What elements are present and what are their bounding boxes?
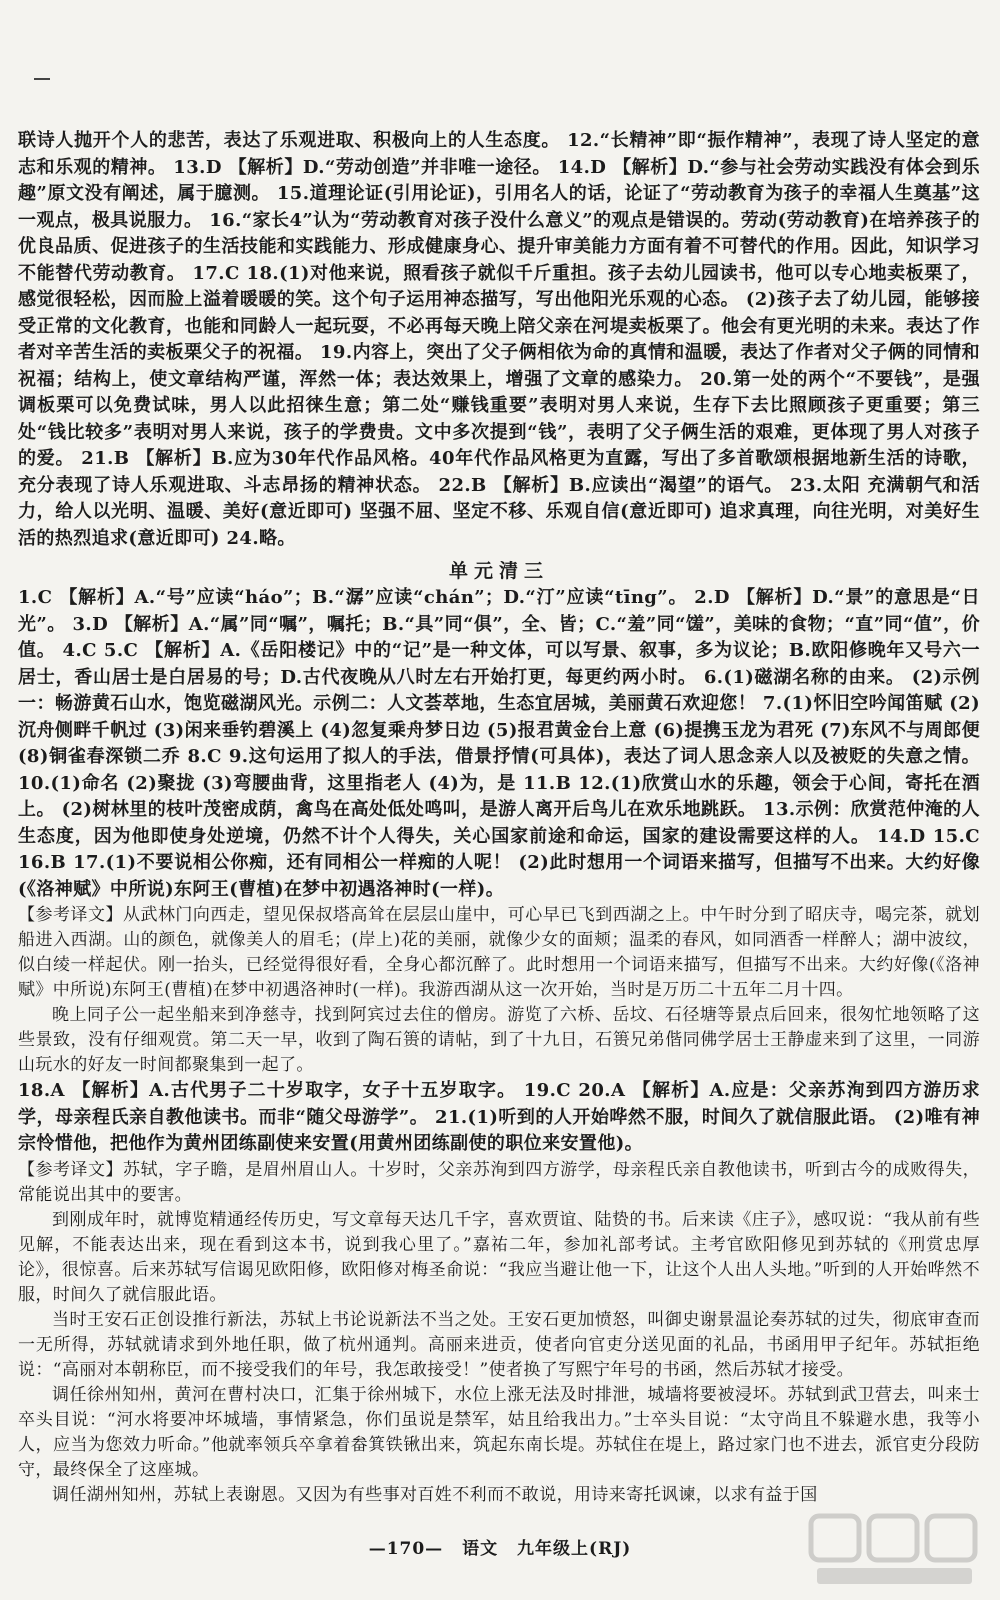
answer-paragraph-previous-unit: 联诗人抛开个人的悲苦，表达了乐观进取、积极向上的人生态度。 12.“长精神”即“振作精神”，表现了诗人坚定的意志和乐观的精神。 13.D 【解析】D.“劳动创造”并非唯一途径。 14.D 【解析】D.“参与社会劳动实践没有体会到乐趣”原文没有阐述，属于臆测。 15.道理论证(引用论证)，引用名人的话，论证了“劳动教育为孩子的幸福人生奠基”这一观点，极具说服力。 16.“家长4”认为“劳动教育对孩子没什么意义”的观点是错误的。劳动(劳动教育)在培养孩子的优良品质、促进孩子的生活技能和实践能力、形成健康身心、提升审美能力方面有着不可替代的作用。因此，知识学习不能替代劳动教育。 17.C 18.(1)对他来说，照看孩子就似千斤重担。孩子去幼儿园读书，他可以专心地卖板栗了，感觉很轻松，因而脸上溢着暖暖的笑。这个句子运用神态描写，写出他阳光乐观的心态。 (2)孩子去了幼儿园，能够接受正常的文化教育，也能和同龄人一起玩耍，不必再每天晚上陪父亲在河堤卖板栗了。他会有更光明的未来。表达了作者对辛苦生活的卖板栗父子的祝福。 19.内容上，突出了父子俩相依为命的真情和温暖，表达了作者对父子俩的同情和祝福；结构上，使文章结构严谨，浑然一体；表达效果上，增强了文章的感染力。 20.第一处的两个“不要钱”，是强调板栗可以免费试味，男人以此招徕生意；第二处“赚钱重要”表明对男人来说，生存下去比照顾孩子更重要；第三处“钱比较多”表明对男人来说，孩子的学费贵。文中多次提到“钱”，表明了父子俩生活的艰难，更体现了男人对孩子的爱。 21.B 【解析】B.应为30年代作品风格。40年代作品风格更为直露，写出了多首歌颂根据地新生活的诗歌，充分表现了诗人乐观进取、斗志昂扬的精神状态。 22.B 【解析】B.应读出“渴望”的语气。 23.太阳 充满朝气和活力，给人以光明、温暖、美好(意近即可) 坚强不屈、坚定不移、乐观自信(意近即可) 追求真理，向往光明，对美好生活的热烈追求(意近即可) 24.略。	[18, 130, 980, 549]
grade-label: 九年级上(RJ)	[517, 1539, 632, 1559]
answer-paragraph-unit-three-part-two: 18.A 【解析】A.古代男子二十岁取字，女子十五岁取字。 19.C 20.A 【解析】A.应是：父亲苏洵到四方游历求学，母亲程氏亲自教他读书。而非“随父母游学”。 21.(1)听到的人开始哗然不服，时间久了就信服此语。 (2)唯有神宗怜惜他，把他作为黄州团练副使来安置(用黄州团练副使的职位来安置他)。	[18, 1080, 980, 1154]
reference-translation-paragraph: 当时王安石正创设推行新法，苏轼上书论说新法不当之处。王安石更加愤怒，叫御史谢景温论奏苏轼的过失，彻底审查而一无所得，苏轼就请求到外地任职，做了杭州通判。高丽来进贡，使者向官吏分送见面的礼品，书函用甲子纪年。苏轼拒绝说：“高丽对本朝称臣，而不接受我们的年号，我怎敢接受！”使者换了写熙宁年号的书函，然后苏轼才接受。	[18, 1309, 980, 1380]
answer-paragraph-unit-three-part-one: 1.C 【解析】A.“号”应读“háo”；B.“潺”应读“chán”；D.“汀”应读“tīng”。 2.D 【解析】D.“景”的意思是“日光”。 3.D 【解析】A.“属”同“嘱”，嘱托；B.“具”同“俱”，全、皆；C.“羞”同“馐”，美味的食物；“直”同“值”，价值。 4.C 5.C 【解析】A.《岳阳楼记》中的“记”是一种文体，可以写景、叙事，多为议论；B.欧阳修晚年又号六一居士，香山居士是白居易的号；D.古代夜晚从八时左右开始打更，每更约两小时。 6.(1)磁湖名称的由来。 (2)示例一：畅游黄石山水，饱览磁湖风光。示例二：人文荟萃地，生态宜居城，美丽黄石欢迎您！ 7.(1)怀旧空吟闻笛赋 (2)沉舟侧畔千帆过 (3)闲来垂钓碧溪上 (4)忽复乘舟梦日边 (5)报君黄金台上意 (6)提携玉龙为君死 (7)东风不与周郎便 (8)铜雀春深锁二乔 8.C 9.这句运用了拟人的手法，借景抒情(可具体)，表达了词人思念亲人以及被贬的失意之情。 10.(1)命名 (2)聚拢 (3)弯腰曲背，这里指老人 (4)为，是 11.B 12.(1)欣赏山水的乐趣，领会于心间，寄托在酒上。 (2)树林里的枝叶茂密成荫，禽鸟在高处低处鸣叫，是游人离开后鸟儿在欢乐地跳跃。 13.示例：欣赏范仲淹的人生态度，因为他即使身处逆境，仍然不计个人得失，关心国家前途和命运，国家的建设需要这样的人。 14.D 15.C 16.B 17.(1)不要说相公你痴，还有同相公一样痴的人呢！ (2)此时想用一个词语来描写，但描写不出来。大约好像(《洛神赋》中所说)东阿王(曹植)在梦中初遇洛神时(一样)。	[18, 587, 980, 900]
reference-translation-paragraph: 到刚成年时，就博览精通经传历史，写文章每天达几千字，喜欢贾谊、陆贽的书。后来读《庄子》，感叹说：“我从前有些见解，不能表达出来，现在看到这本书，说到我心里了。”嘉祐二年，参加礼部考试。主考官欧阳修见到苏轼的《刑赏忠厚论》，很惊喜。后来苏轼写信谒见欧阳修，欧阳修对梅圣俞说：“我应当避让他一下，让这个人出人头地。”听到的人开始哗然不服，时间久了就信服此语。	[18, 1209, 980, 1305]
answer-page	[18, 128, 980, 1508]
section-title: 单元清三	[448, 560, 549, 582]
reference-translation-paragraph: 调任徐州知州，黄河在曹村决口，汇集于徐州城下，水位上涨无法及时排泄，城墙将要被浸坏。苏轼到武卫营去，叫来士卒头目说：“河水将要冲坏城墙，事情紧急，你们虽说是禁军，姑且给我出力。”士卒头目说：“太守尚且不躲避水患，我等小人，应当为您效力听命。”他就率领兵卒拿着畚箕铁锹出来，筑起东南长堤。苏轼住在堤上，路过家门也不进去，派官吏分段防守，最终保全了这座城。	[18, 1384, 980, 1480]
reference-translation-paragraph: 调任湖州知州，苏轼上表谢恩。又因为有些事对百姓不利而不敢说，用诗来寄托讽谏，以求有益于国	[52, 1484, 818, 1505]
reference-translation-paragraph: 【参考译文】苏轼，字子瞻，是眉州眉山人。十岁时，父亲苏洵到四方游学，母亲程氏亲自教他读书，听到古今的成败得失，常能说出其中的要害。	[18, 1159, 980, 1205]
scan-mark	[34, 78, 50, 80]
subject-label: 语文	[462, 1539, 499, 1559]
page-number: —170—	[368, 1539, 444, 1559]
watermark-logo-icon	[807, 1510, 982, 1590]
reference-translation-paragraph: 【参考译文】从武林门向西走，望见保叔塔高耸在层层山崖中，可心早已飞到西湖之上。中午时分到了昭庆寺，喝完茶，就划船进入西湖。山的颜色，就像美人的眉毛；(岸上)花的美丽，就像少女的面颊；温柔的春风，如同酒香一样醉人；湖中波纹，似白绫一样起伏。刚一抬头，已经觉得很好看，全身心都沉醉了。此时想用一个词语来描写，但描写不出来。大约好像(《洛神赋》中所说)东阿王(曹植)在梦中初遇洛神时(一样)。我游西湖从这一次开始，当时是万历二十五年二月十四。	[18, 905, 980, 1000]
reference-translation-paragraph: 晚上同子公一起坐船来到净慈寺，找到阿宾过去住的僧房。游览了六桥、岳坟、石径塘等景点后回来，很匆忙地领略了这些景致，没有仔细观赏。第二天一早，收到了陶石篑的请帖，到了十九日，石篑兄弟偕同佛学居士王静虚来到了这里，一同游山玩水的好友一时间都聚集到一起了。	[18, 1005, 980, 1075]
